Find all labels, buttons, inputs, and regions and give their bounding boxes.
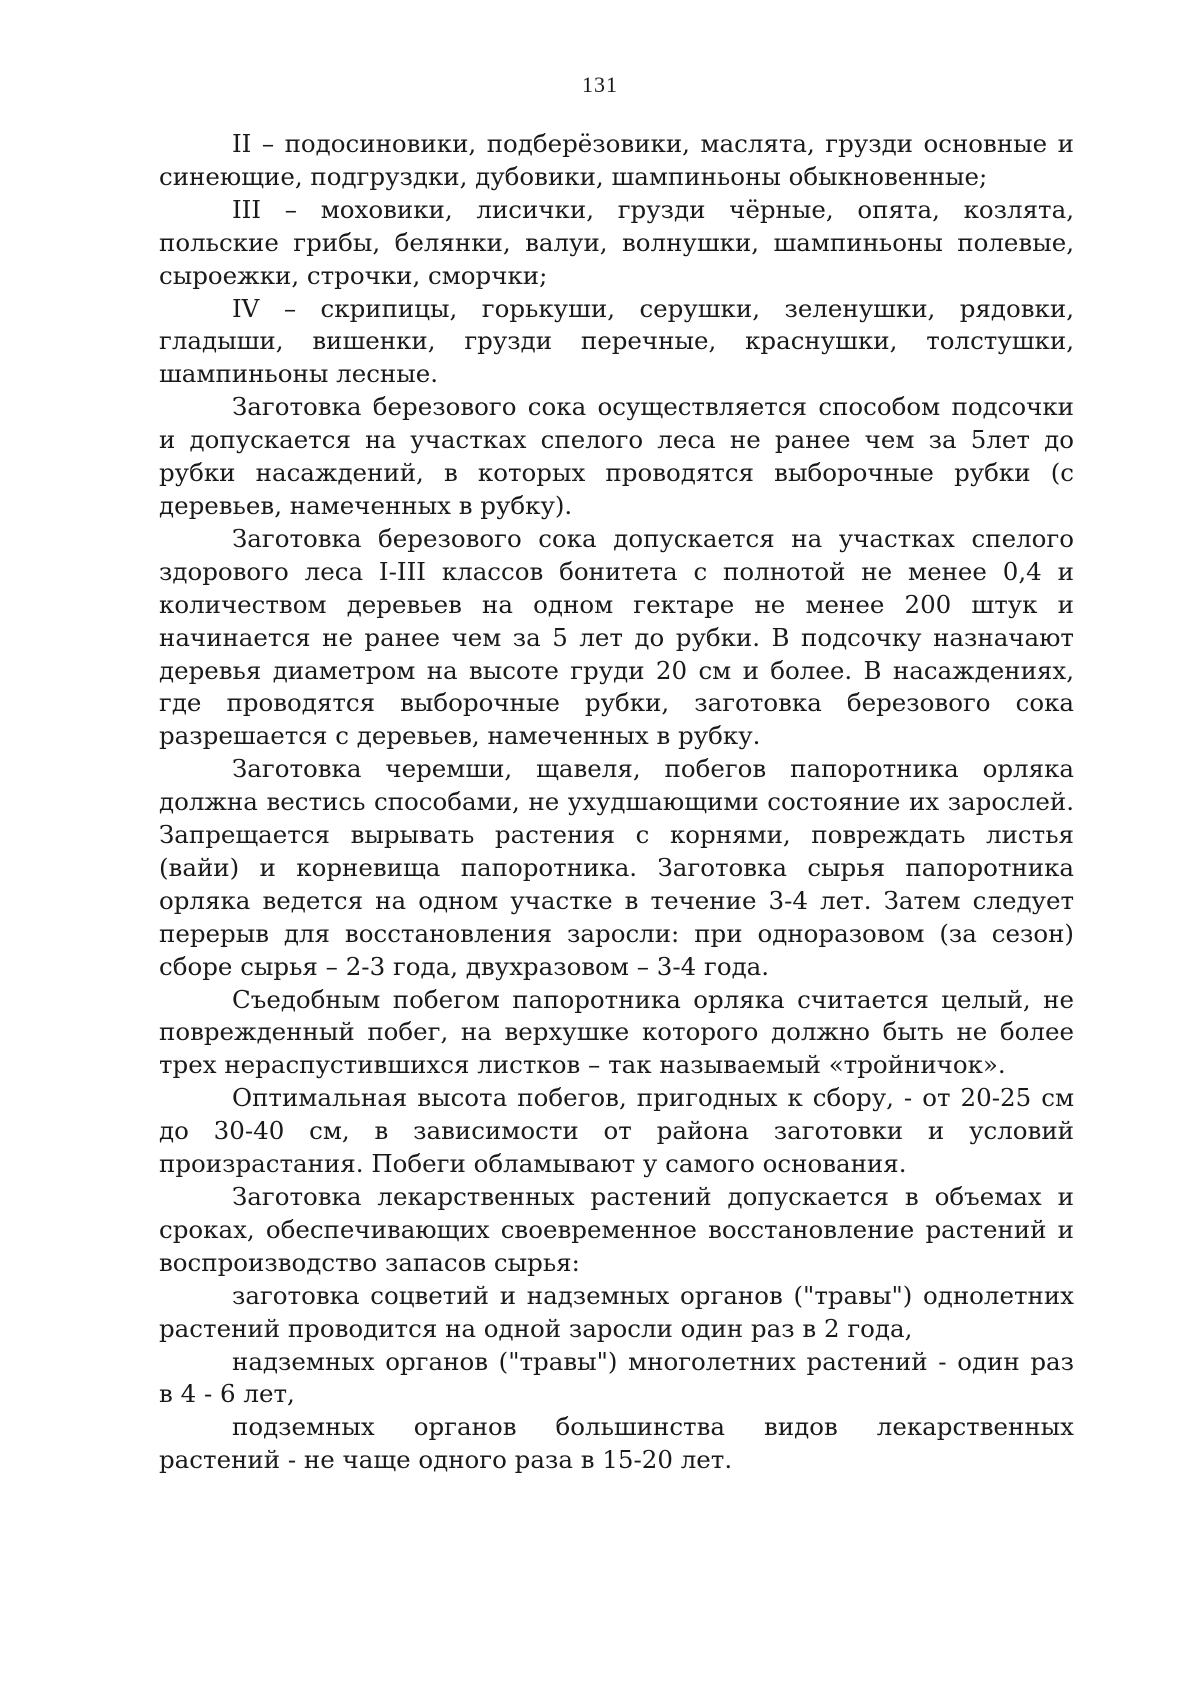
document-body	[159, 128, 1074, 1477]
paragraph-birch-sap-method: Заготовка березового сока осуществляется способом подсочки и допускается на участках спелого леса не ранее чем за 5лет до рубки насаждений, в которых проводятся выборочные рубки (с деревьев, намеченных в рубку).	[159, 392, 1074, 520]
paragraph-mushroom-category-iv: IV – скрипицы, горькуши, серушки, зеленушки, рядовки, гладыши, вишенки, грузди перечные, краснушки, толстушки, шампиньоны лесные.	[159, 293, 1074, 389]
paragraph-mushroom-category-ii: II – подосиновики, подберёзовики, маслята, грузди основные и синеющие, подгруздки, дубовики, шампиньоны обыкновенные;	[159, 129, 1074, 191]
paragraph-perennial-plants: надземных органов ("травы") многолетних растений - один раз в 4 - 6 лет,	[159, 1346, 1074, 1409]
paragraph-medicinal-plants: Заготовка лекарственных растений допускается в объемах и сроках, обеспечивающих своевременное восстановление растений и воспроизводство запасов сырья:	[159, 1182, 1074, 1277]
paragraph-underground-organs: подземных органов большинства видов лекарственных растений - не чаще одного раза в 15-20 лет.	[159, 1412, 1074, 1475]
paragraph-ramson-sorrel-fern: Заготовка черемши, щавеля, побегов папоротника орляка должна вестись способами, не ухудшающими состояние их зарослей. Запрещается вырывать растения с корнями, повреждать листья (вайи) и корневища папоротника. Заготовка сырья папоротника орляка ведется на одном участке в течение 3-4 лет. Затем следует перерыв для восстановления заросли: при одноразовом (за сезон) сборе сырья – 2-3 года, двухразовом – 3-4 года.	[159, 754, 1074, 981]
paragraph-annual-plants: заготовка соцветий и надземных органов ("травы") однолетних растений проводится на одной заросли один раз в 2 года,	[159, 1280, 1074, 1343]
paragraph-shoot-height: Оптимальная высота побегов, пригодных к сбору, - от 20-25 см до 30-40 см, в зависимости от района заготовки и условий произрастания. Побеги обламывают у самого основания.	[159, 1083, 1074, 1179]
paragraph-mushroom-category-iii: III – моховики, лисички, грузди чёрные, опята, козлята, польские грибы, белянки, валуи, волнушки, шампиньоны полевые, сыроежки, строчки, сморчки;	[159, 194, 1074, 290]
paragraph-edible-fern-shoot: Съедобным побегом папоротника орляка считается целый, не поврежденный побег, на верхушке которого должно быть не более трех нераспустившихся листков – так называемый «тройничок».	[159, 984, 1074, 1080]
paragraph-birch-sap-conditions: Заготовка березового сока допускается на участках спелого здорового леса I-III классов бонитета с полнотой не менее 0,4 и количеством деревьев на одном гектаре не менее 200 штук и начинается не ранее чем за 5 лет до рубки. В подсочку назначают деревья диаметром на высоте груди 20 см и более. В насаждениях, где проводятся выборочные рубки, заготовка березового сока разрешается с деревьев, намеченных в рубку.	[159, 523, 1074, 751]
page-number: 131	[582, 72, 618, 97]
